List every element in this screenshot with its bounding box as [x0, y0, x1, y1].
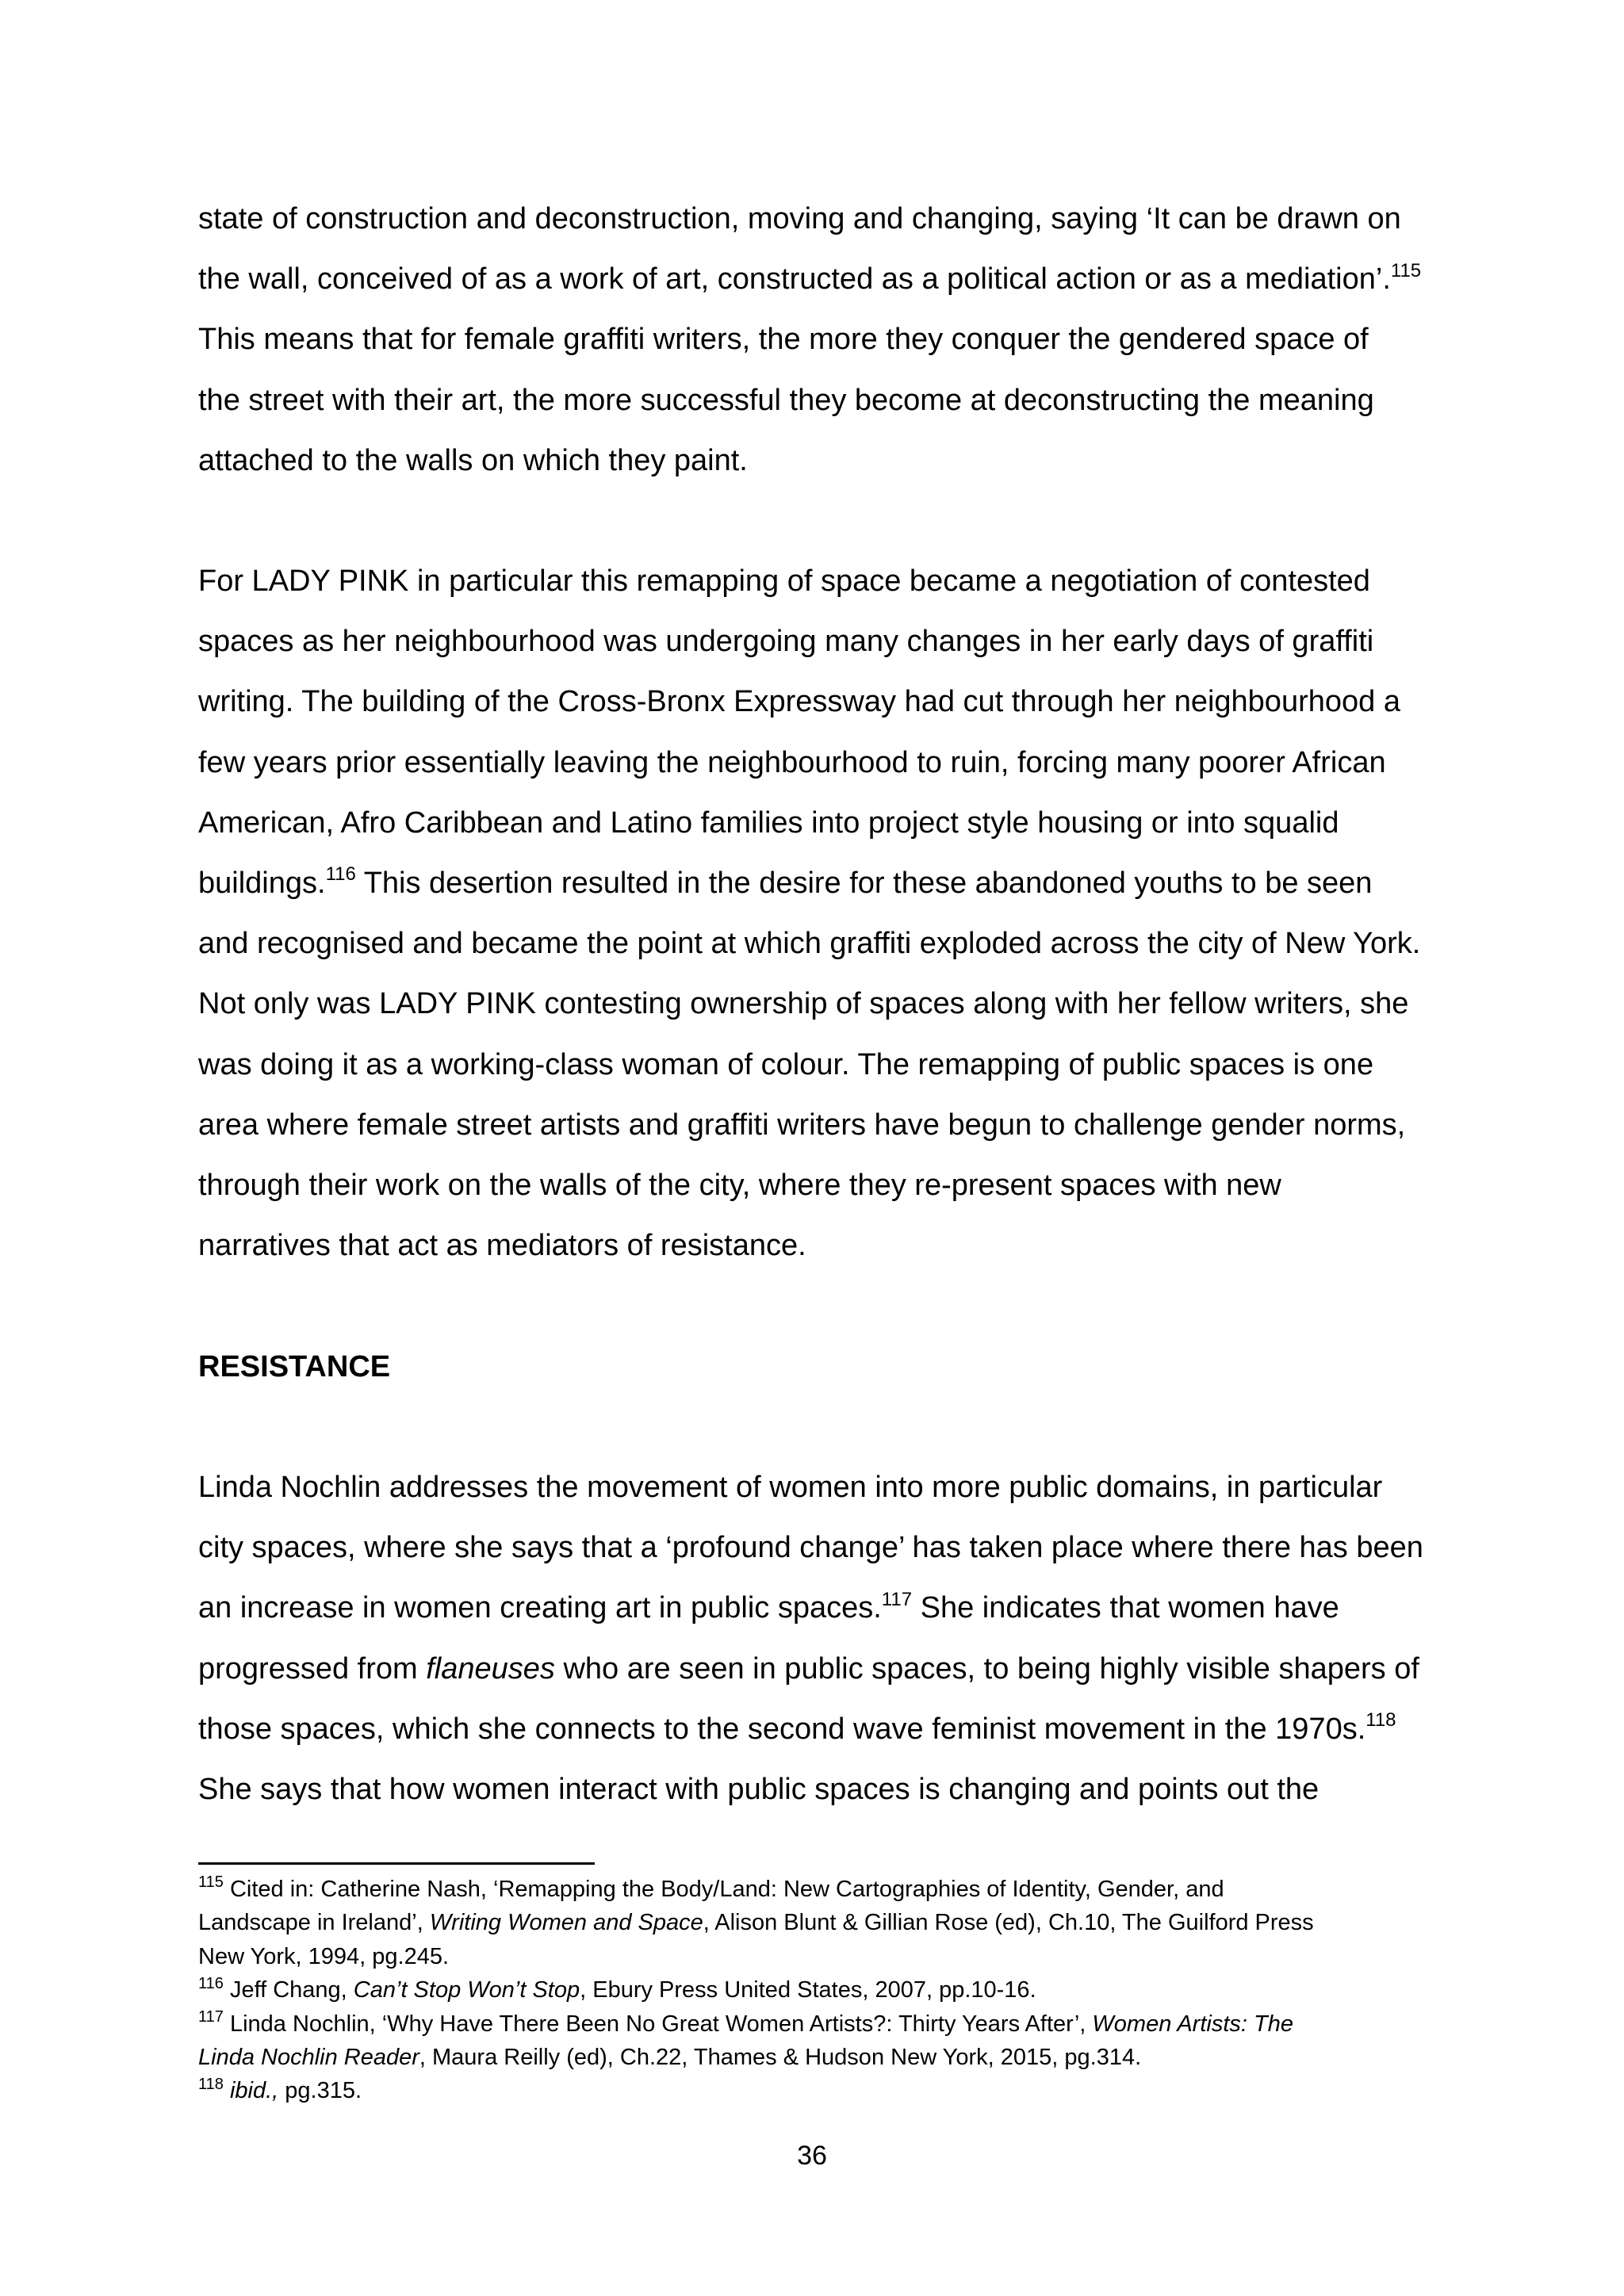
italic-term: flaneuses — [426, 1651, 555, 1686]
line-text: who are seen in public spaces, to being highly visible shapers of — [554, 1651, 1419, 1686]
line-text: an increase in women creating art in public spaces. — [198, 1591, 882, 1625]
line-text: buildings. — [198, 866, 326, 900]
footnote-text: , Alison Blunt & Gillian Rose (ed), Ch.10, The Guilford Press — [703, 1910, 1314, 1936]
footnote-text: Cited in: Catherine Nash, ‘Remapping the Body/Land: New Cartographies of Identity, Gender, and — [223, 1877, 1224, 1902]
paragraph-1 — [198, 189, 1435, 491]
footnote-text: Linda Nochlin, ‘Why Have There Been No Great Women Artists?: Thirty Years After’, — [223, 2011, 1093, 2037]
paragraph-3-line — [198, 1639, 1435, 1699]
footnote-reference-118[interactable]: 118 — [1365, 1709, 1396, 1732]
footnote-title: ibid., — [229, 2078, 279, 2104]
paragraph-1-line: This means that for female graffiti writers, the more they conquer the gendered space of — [198, 323, 1369, 357]
footnote-text: Jeff Chang, — [223, 1977, 354, 2003]
paragraph-2-line: was doing it as a working-class woman of colour. The remapping of public spaces is one — [198, 1047, 1374, 1081]
footnote-117-continued — [198, 2041, 1435, 2074]
line-text: the wall, conceived of as a work of art, constructed as a political action or as a mediation’. — [198, 262, 1391, 297]
footnote-115-continued: New York, 1994, pg.245. — [198, 1943, 450, 1969]
paragraph-2-line: American, Afro Caribbean and Latino families into project style housing or into squalid — [198, 806, 1339, 840]
paragraph-1-line: the street with their art, the more successful they become at deconstructing the meaning — [198, 383, 1374, 417]
paragraph-2-line: For LADY PINK in particular this remapping of space became a negotiation of contested — [198, 564, 1370, 598]
paragraph-3-line: She says that how women interact with public spaces is changing and points out the — [198, 1772, 1320, 1806]
footnote-separator — [198, 1862, 595, 1865]
paragraph-2-line: narratives that act as mediators of resistance. — [198, 1229, 806, 1263]
footnote-title: Can’t Stop Won’t Stop — [353, 1977, 580, 2003]
footnote-text: Landscape in Ireland’, — [198, 1910, 430, 1936]
paragraph-2-line: area where female street artists and graffiti writers have begun to challenge gender norms, — [198, 1108, 1406, 1142]
footnote-reference-117[interactable]: 117 — [881, 1588, 913, 1610]
footnote-117 — [198, 2007, 1435, 2041]
footnote-title: Women Artists: The — [1092, 2011, 1293, 2037]
footnotes — [198, 1873, 1435, 2108]
paragraph-2-line: Not only was LADY PINK contesting ownership of spaces along with her fellow writers, she — [198, 987, 1409, 1021]
paragraph-2-line: few years prior essentially leaving the neighbourhood to ruin, forcing many poorer African — [198, 745, 1386, 779]
line-text: those spaces, which she connects to the second wave feminist movement in the 1970s. — [198, 1712, 1366, 1746]
paragraph-1-line: attached to the walls on which they paint. — [198, 443, 748, 477]
page-number: 36 — [797, 2141, 827, 2171]
line-text: progressed from — [198, 1651, 427, 1686]
footnote-116 — [198, 1973, 1435, 2007]
footnote-text — [224, 2078, 230, 2103]
footnote-title: Writing Women and Space — [429, 1910, 703, 1936]
footnote-number: 116 — [198, 1974, 224, 1992]
paragraph-3-line: Linda Nochlin addresses the movement of women into more public domains, in particular — [198, 1471, 1383, 1504]
paragraph-3-line — [198, 1699, 1435, 1759]
footnote-reference-115[interactable]: 115 — [1390, 259, 1422, 281]
line-text: This desertion resulted in the desire for these abandoned youths to be seen — [355, 866, 1373, 900]
paragraph-3 — [198, 1457, 1435, 1820]
paragraph-2-line — [198, 853, 1435, 913]
paragraph-3-line — [198, 1578, 1435, 1638]
paragraph-2 — [198, 551, 1435, 1276]
footnote-number: 115 — [198, 1873, 224, 1892]
paragraph-2-line: and recognised and became the point at which graffiti exploded across the city of New York. — [198, 927, 1421, 961]
section-heading — [198, 1337, 1435, 1397]
footnote-115-continued — [198, 1906, 1435, 1939]
paragraph-2-line: spaces as her neighbourhood was undergoing many changes in her early days of graffiti — [198, 625, 1374, 659]
footnote-reference-116[interactable]: 116 — [325, 863, 356, 886]
paragraph-3-line: city spaces, where she says that a ‘profound change’ has taken place where there has been — [198, 1531, 1423, 1565]
footnote-text: pg.315. — [278, 2078, 362, 2104]
footnote-number: 117 — [198, 2007, 224, 2026]
paragraph-2-line: writing. The building of the Cross-Bronx Expressway had cut through her neighbourhood a — [198, 685, 1400, 719]
footnote-115 — [198, 1873, 1435, 1906]
footnote-text: , Maura Reilly (ed), Ch.22, Thames & Hudson New York, 2015, pg.314. — [419, 2044, 1142, 2070]
paragraph-1-line: state of construction and deconstruction, moving and changing, saying ‘It can be drawn on — [198, 202, 1401, 235]
paragraph-1-line — [198, 249, 1435, 309]
paragraph-2-line: through their work on the walls of the city, where they re-present spaces with new — [198, 1168, 1281, 1202]
footnote-title: Linda Nochlin Reader — [198, 2044, 419, 2070]
footnote-number: 118 — [198, 2075, 224, 2093]
footnote-text: , Ebury Press United States, 2007, pp.10-16. — [580, 1977, 1036, 2003]
footnote-118 — [198, 2074, 1435, 2107]
section-heading-text: RESISTANCE — [198, 1350, 391, 1383]
line-text: She indicates that women have — [912, 1591, 1339, 1625]
